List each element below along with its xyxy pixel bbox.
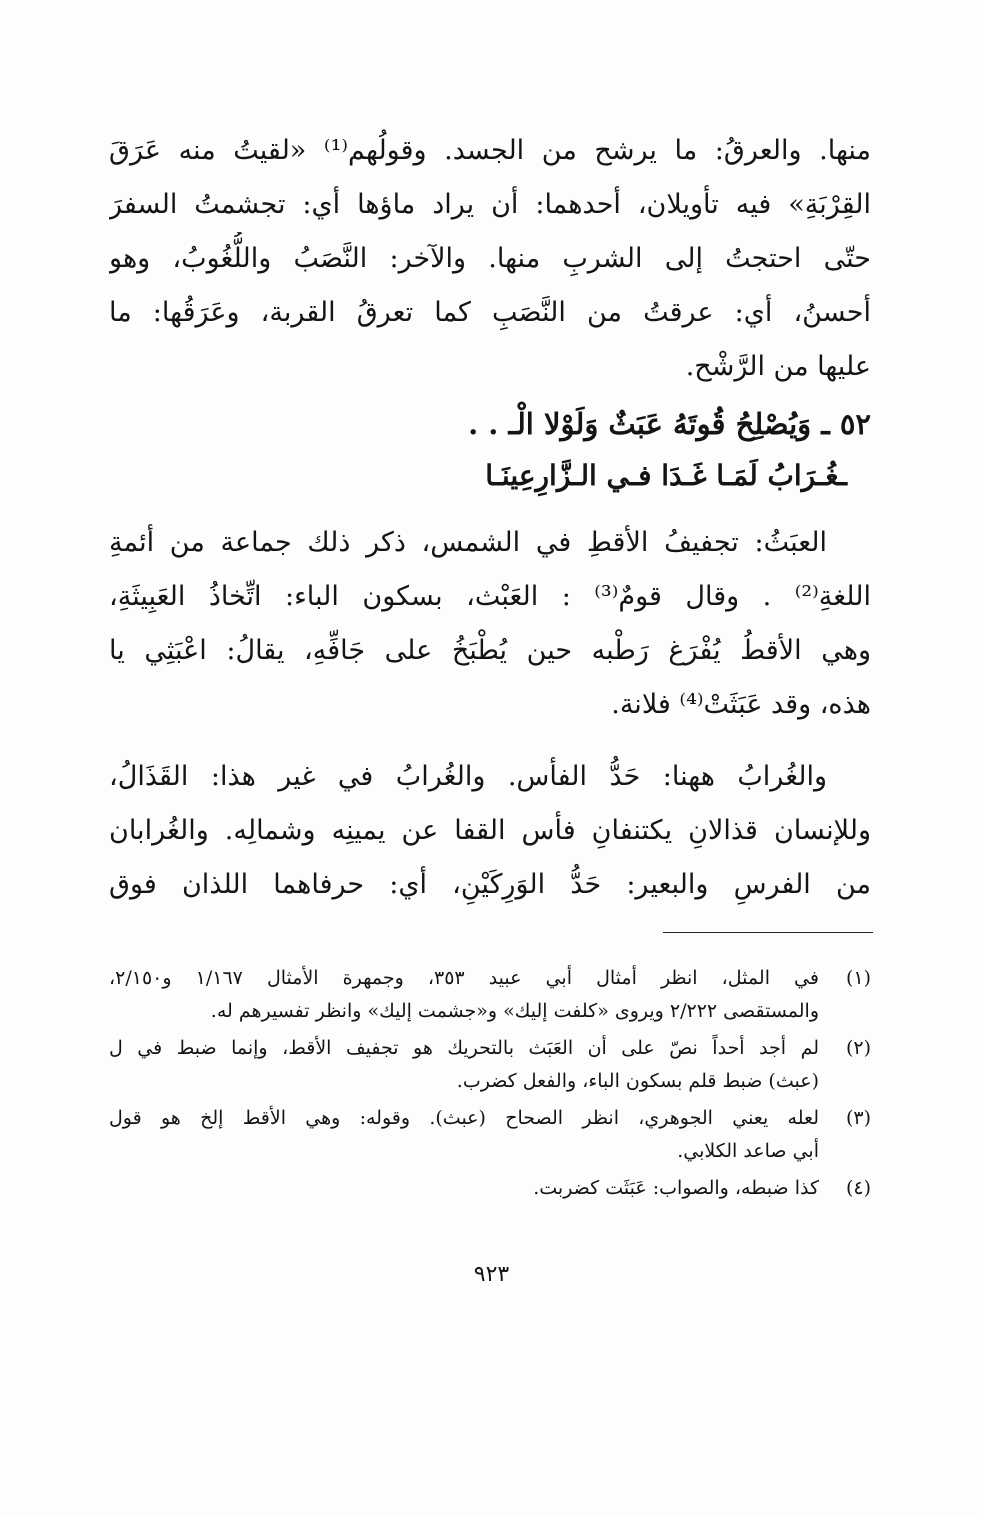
text-line: وللإنسان قذالانِ يكتنفانِ فأس القفا عن يمينِه وشمالِه. والغُرابان — [109, 815, 871, 846]
footnote-line: كذا ضبطه، والصواب: عَبَثَت كضربت. — [533, 1177, 819, 1199]
footnote-1 — [109, 962, 871, 1028]
page-number: ٩٢٣ — [473, 1262, 510, 1287]
footnote-body — [109, 1172, 819, 1205]
footnote-3 — [109, 1102, 871, 1168]
footnote-line: أبي صاعد الكلابي. — [677, 1140, 819, 1162]
text-line: هذه، وقد عَبَثَتْ⁽⁴⁾ فلانة. — [611, 689, 871, 720]
paragraph-1 — [109, 124, 871, 394]
footnote-number: (٣) — [845, 1107, 871, 1129]
text-line: القِرْبَةِ» فيه تأويلان، أحدهما: أن يراد ماؤها أي: تجشمتُ السفرَ — [109, 189, 871, 220]
footnote-line: والمستقصى ٢/٢٢٢ ويروى «كلفت إليك» و«جشمت إليك» وانظر تفسيرهم له. — [210, 1000, 819, 1022]
text-line: منها. والعرقُ: ما يرشح من الجسد. وقولُهم⁽¹⁾ «لقيتُ منه عَرَقَ — [109, 135, 871, 166]
text-line: أحسنُ، أي: عرقتُ من النَّصَبِ كما تعرقُ القربة، وعَرَقُها: ما — [109, 297, 871, 328]
footnote-line: لعله يعني الجوهري، انظر الصحاح (عبث). وقوله: وهي الأقط إلخ هو قول — [109, 1107, 819, 1129]
verse-line-2: ـغُـرَابُ لَمَـا غَـدَا فـي الـزَّارِعِينَـا — [485, 459, 847, 492]
footnote-number: (٢) — [845, 1037, 871, 1059]
paragraph-2 — [109, 516, 871, 732]
text-line: حتّى احتجتُ إلى الشربِ منها. والآخر: النَّصَبُ واللُّغُوبُ، وهو — [109, 243, 871, 274]
footnote-number: (١) — [845, 967, 871, 989]
footnote-2 — [109, 1032, 871, 1098]
footnote-divider — [663, 932, 873, 933]
text-line: والغُرابُ ههنا: حَدُّ الفأس. والغُرابُ في غير هذا: القَذَالُ، — [109, 761, 827, 792]
footnote-4 — [109, 1172, 871, 1205]
footnote-body — [109, 962, 819, 1028]
text-line: اللغةِ⁽²⁾ . وقال قومٌ⁽³⁾ : العَبْث، بسكون الباء: اتِّخاذُ العَبِيثَةِ، — [109, 581, 871, 612]
text-line: من الفرسِ والبعير: حَدُّ الوَرِكَيْنِ، أي: حرفاهما اللذان فوق — [109, 869, 871, 900]
paragraph-gap — [109, 732, 871, 750]
text-line: وهي الأقطُ يُفْرَغ رَطْبه حين يُطْبَخُ على جَافِّهِ، يقالُ: اعْبَثِي يا — [109, 635, 871, 666]
footnotes — [109, 962, 871, 1209]
footnote-body — [109, 1032, 819, 1098]
footnote-number: (٤) — [845, 1177, 871, 1199]
footnote-line: في المثل، انظر أمثال أبي عبيد ٣٥٣، وجمهرة الأمثال ١/١٦٧ و٢/١٥٠، — [109, 967, 819, 989]
text-line: العبَثُ: تجفيفُ الأقطِ في الشمس، ذكر ذلك جماعة من أئمةِ — [109, 527, 827, 558]
main-text — [109, 124, 871, 912]
footnote-line: (عبث) ضبط قلم بسكون الباء، والفعل كضرب. — [456, 1070, 819, 1092]
text-line: عليها من الرَّشْح. — [685, 351, 871, 382]
verse-line-1: ٥٢ ـ وَيُصْلِحُ قُوتَهُ عَبَثٌ وَلَوْلا الْـ . . — [468, 407, 871, 441]
footnote-body — [109, 1102, 819, 1168]
paragraph-3 — [109, 750, 871, 912]
footnote-line: لم أجد أحداً نصّ على أن العَبَث بالتحريك هو تجفيف الأقط، وإنما ضبط في ل — [109, 1037, 819, 1059]
